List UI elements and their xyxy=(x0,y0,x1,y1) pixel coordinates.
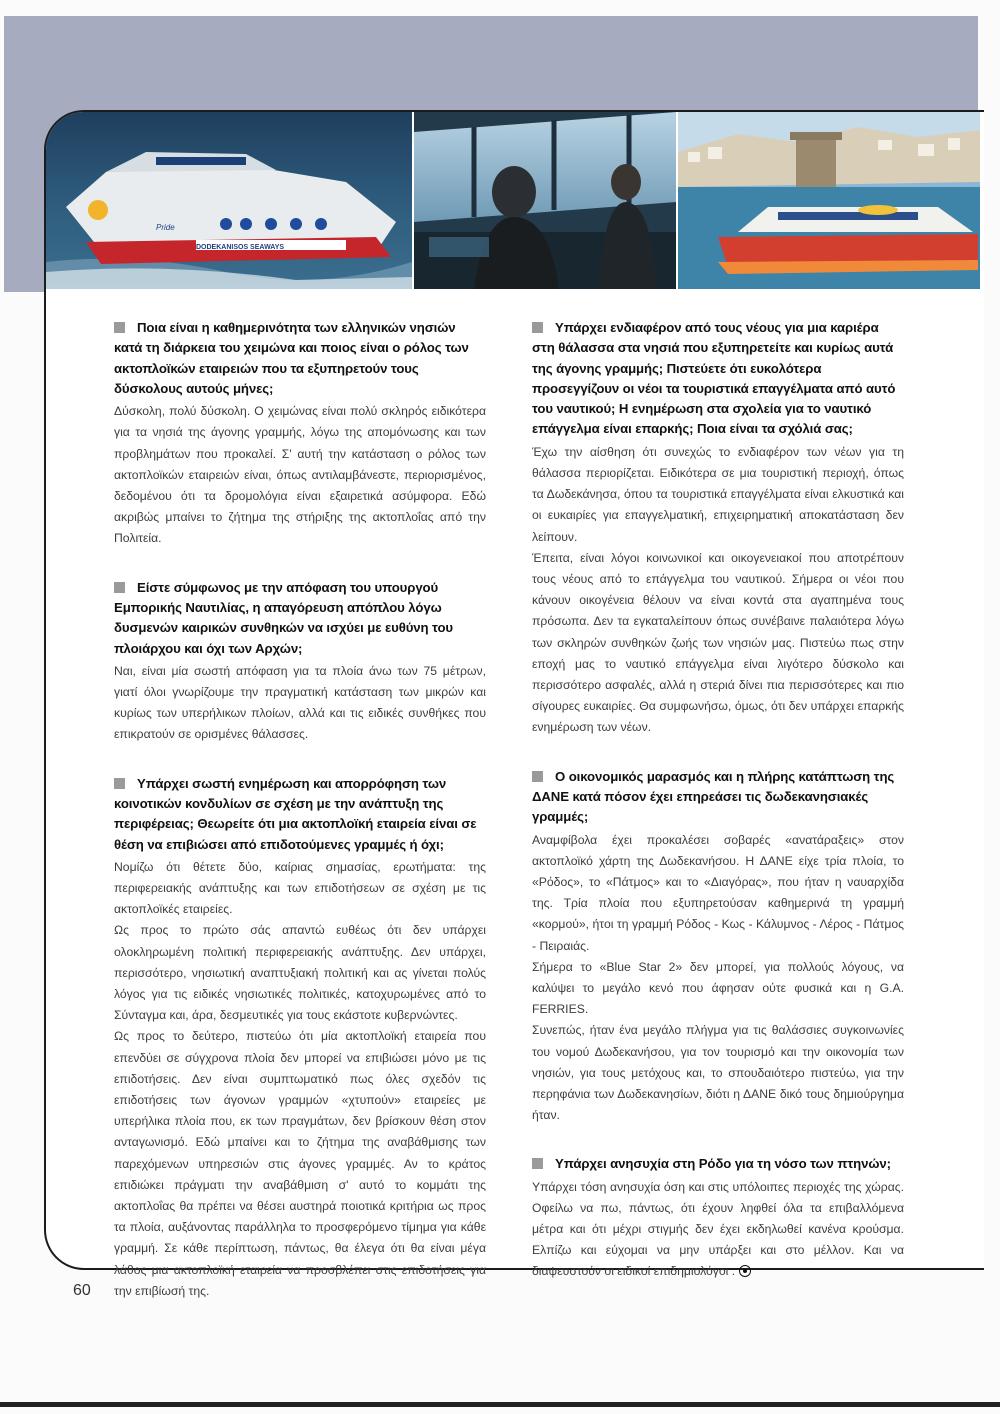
bullet-square-icon xyxy=(532,322,543,333)
qa-sailing-ban xyxy=(114,578,486,746)
question-text: Ποια είναι η καθημερινότητα των ελληνικών νησιών κατά τη διάρκεια του χειμώνα και ποιος είναι ο ρόλος των ακτοπλοϊκών εταιρειών που τα εξυπηρετούν τους δύσκολους αυτούς μήνες; xyxy=(114,320,469,396)
answer-paragraph: Σήμερα το «Blue Star 2» δεν μπορεί, για πολλούς λόγους, να καλύψει το μεγάλο κενό που άφησαν ούτε φυσικά και η G.A. FERRIES. xyxy=(532,959,904,1017)
answer-paragraph xyxy=(532,1177,904,1283)
question-heading xyxy=(114,578,486,659)
question-heading xyxy=(532,1154,904,1174)
answer-body xyxy=(114,661,486,746)
qa-youth-careers xyxy=(532,318,904,739)
answer-body xyxy=(114,401,486,549)
bottom-rule xyxy=(0,1402,1000,1407)
answer-body xyxy=(114,857,486,1302)
question-heading xyxy=(114,774,486,855)
answer-paragraph: Έχω την αίσθηση ότι συνεχώς το ενδιαφέρον των νέων για τη θάλασσα περιορίζεται. Ειδικότερα σε μια τουριστική περιοχή, όπως τα Δωδεκάνησα, όπου τα τουριστικά επαγγέλματα είναι ελκυστικά και οι ευκαιρίες για επαγγελματική, επιχειρηματική αποκατάσταση δεν λείπουν. xyxy=(532,444,904,544)
answer-body xyxy=(532,830,904,1127)
answer-body xyxy=(532,442,904,739)
answer-body xyxy=(532,1177,904,1283)
bullet-square-icon xyxy=(114,322,125,333)
bridge-crew-photo xyxy=(414,112,676,289)
question-heading xyxy=(532,767,904,828)
left-column xyxy=(114,318,486,1330)
ferry-photo xyxy=(46,112,412,289)
qa-bird-flu xyxy=(532,1154,904,1282)
answer-paragraph: Ως προς το πρώτο σάς απαντώ ευθέως ότι δεν υπάρχει ολοκληρωμένη πολιτική περιφερειακής ανάπτυξης. Δεν υπάρχει, περισσότερο, νησιωτική αναπτυξιακή πολιτική και ας γίνεται πολύς λόγος για τις ειδικές νησιωτικές πολιτικές, κατοχυρωμένες από το Σύνταγμα και, άρα, δεσμευτικές για τους εκάστοτε κυβερνώντες. xyxy=(114,923,486,1023)
question-text: Υπάρχει ενδιαφέρον από τους νέους για μια καριέρα στη θάλασσα στα νησιά που εξυπηρετείτε και κυρίως αυτά της άγονης γραμμής; Πιστεύετε ότι ευκολότερα προσεγγίζουν οι νέοι τα τουριστικά επαγγέλματα από αυτό του ναυτικού; Η ενημέρωση στα σχολεία για το ναυτικό επάγγελμα είναι επαρκής; Ποια είναι τα σχόλιά σας; xyxy=(532,320,896,437)
bullet-square-icon xyxy=(114,778,125,789)
ship-company-label: DODEKANISOS SEAWAYS xyxy=(196,244,285,251)
qa-dane-collapse xyxy=(532,767,904,1127)
end-of-article-icon xyxy=(739,1265,751,1277)
answer-paragraph: Ναι, είναι μία σωστή απόφαση για τα πλοία άνω των 75 μέτρων, γιατί όλοι γνωρίζουμε την πραγματική κατάσταση των μικρών και κυρίως των υπερήλικων πλοίων, αλλά και τις ειδικές συνθήκες που επικρατούν σε ορισμένες θάλασσες. xyxy=(114,663,486,742)
bullet-square-icon xyxy=(532,771,543,782)
page-number: 60 xyxy=(73,1282,91,1299)
qa-eu-funds xyxy=(114,774,486,1302)
answer-paragraph: Νομίζω ότι θέτετε δύο, καίριας σημασίας, ερωτήματα: της περιφερειακής ανάπτυξης και των επιδοτήσεων σε σχέση με τις ακτοπλοϊκές εταιρείες. xyxy=(114,859,486,917)
ship-name-label: Pride xyxy=(156,223,175,232)
harbour-catamaran-photo xyxy=(678,112,980,289)
answer-text: Υπάρχει τόση ανησυχία όση και στις υπόλοιπες περιοχές της χώρας. Οφείλω να πω, πάντως, ότι έχουν ληφθεί όλα τα επιβαλλόμενα μέτρα και ότι μέχρι στιγμής δεν έχει εκδηλωθεί κανένα κρούσμα. Ελπίζω και εύχομαι να μην υπάρξει και στο μέλλον. Και να διαψευστούν οι ειδικοί επιδημιολόγοι . xyxy=(532,1179,904,1279)
answer-paragraph: Συνεπώς, ήταν ένα μεγάλο πλήγμα για τις θαλάσσιες συγκοινωνίες του νομού Δωδεκανήσου, για τον τουρισμό και την οικονομία των νησιών, για τους μετόχους και, το σπουδαιότερο πιστεύω, για την περηφάνια των Δωδεκανησίων, διότι η ΔΑΝΕ δικό τους δημιούργημα ήταν. xyxy=(532,1023,904,1123)
question-text: Υπάρχει σωστή ενημέρωση και απορρόφηση των κοινοτικών κονδυλίων σε σχέση με την ανάπτυξη της περιφέρειας; Θεωρείτε ότι μια ακτοπλοϊκή εταιρεία είναι σε θέση να επιβιώσει από επιδοτούμενες γραμμές ή όχι; xyxy=(114,775,477,852)
question-text: Είστε σύμφωνος με την απόφαση του υπουργού Εμπορικής Ναυτιλίας, η απαγόρευση απόπλου λόγω δυσμενών καιρικών συνθηκών να ισχύει με ευθύνη του πλοιάρχου και όχι των Αρχών; xyxy=(114,579,454,656)
qa-winter-islands xyxy=(114,318,486,550)
right-column xyxy=(532,318,904,1311)
question-heading xyxy=(532,318,904,440)
bullet-square-icon xyxy=(532,1158,543,1169)
bullet-square-icon xyxy=(114,582,125,593)
question-heading xyxy=(114,318,486,399)
answer-paragraph: Δύσκολη, πολύ δύσκολη. Ο χειμώνας είναι πολύ σκληρός ειδικότερα για τα νησιά της άγονης γραμμής, λόγω της απομόνωσης και των προβλημάτων που προκαλεί. Σ' αυτή την κατάσταση ο ρόλος των ακτοπλοϊκών εταιρειών είναι, όπως αντιλαμβάνεστε, περιορισμένος, δεδομένου ότι τα δρομολόγια είναι εξαιρετικά ασύμφορα. Εδώ ακριβώς μπαίνει το ζήτημα της στήριξης της ακτοπλοΐας από την Πολιτεία. xyxy=(114,404,486,546)
answer-paragraph: Αναμφίβολα έχει προκαλέσει σοβαρές «ανατάραξεις» στον ακτοπλοϊκό χάρτη της Δωδεκανήσου. Η ΔΑΝΕ είχε τρία πλοία, το «Ρόδος», το «Πάτμος» και το «Διαγόρας», που ήταν η ναυαρχίδα της. Τρία πλοία που εξυπηρετούσαν καθημερινά τη γραμμή «κορμού», ήτοι τη γραμμή Ρόδος - Κως - Κάλυμνος - Λέρος - Πάτμος - Πειραιάς. xyxy=(532,832,904,953)
answer-paragraph: Έπειτα, είναι λόγοι κοινωνικοί και οικογενειακοί που αποτρέπουν τους νέους από το επάγγελμα του ναυτικού. Σήμερα οι νέοι που κάνουν οικογένεια θέλουν να είναι κοντά στα αγαπημένα τους πρόσωπα. Δεν τα εγκαταλείπουν όπως συνέβαινε παλαιότερα λόγω των σκληρών συνθηκών ζωής των νησιών μας. Πιστεύω πως στην εποχή μας το ναυτικό επάγγελμα είναι λιγότερο δύσκολο και περισσότερο ασφαλές, αλλά η στεριά δίνει πια περισσότερες και πιο σίγουρες ευκαιρίες. Θα συμφωνήσω, όμως, ότι δεν υπάρχει επαρκής ενημέρωση των νέων. xyxy=(532,550,904,735)
answer-paragraph: Ως προς το δεύτερο, πιστεύω ότι μία ακτοπλοϊκή εταιρεία που επενδύει σε σύγχρονα πλοία δεν μπορεί να επιβιώσει μόνο με τις επιδοτήσεις. Δεν είναι συμπτωματικό πως όλες σχεδόν τις επιδοτήσεις των άγονων γραμμών «χτυπούν» εταιρείες με υπερήλικα πλοία που, εκ των πραγμάτων, δεν βρίσκουν θέση στον ανταγωνισμό. Εδώ μπαίνει και το ζήτημα της αναβάθμισης των παρεχόμενων υπηρεσιών στις άγονες γραμμές. Αν το κράτος επιδιώκει πράγματι την αναβάθμιση σ' αυτό το κομμάτι της ακτοπλοΐας θα πρέπει να θέσει αυστηρά ποιοτικά κριτήρια ως προς τα πλοία, αυξάνοντας παράλληλα το προσφερόμενο τίμημα για κάθε γραμμή. Σε κάθε περίπτωση, πάντως, θα έλεγα ότι θα είναι μέγα λάθος μια ακτοπλοϊκή εταιρεία να προσβλέπει στις επιδοτήσεις για την επιβίωσή της. xyxy=(114,1029,486,1298)
question-text: Ο οικονομικός μαρασμός και η πλήρης κατάπτωση της ΔΑΝΕ κατά πόσον έχει επηρεάσει τις δωδεκανησιακές γραμμές; xyxy=(532,768,895,825)
question-text: Υπάρχει ανησυχία στη Ρόδο για τη νόσο των πτηνών; xyxy=(555,1156,891,1172)
